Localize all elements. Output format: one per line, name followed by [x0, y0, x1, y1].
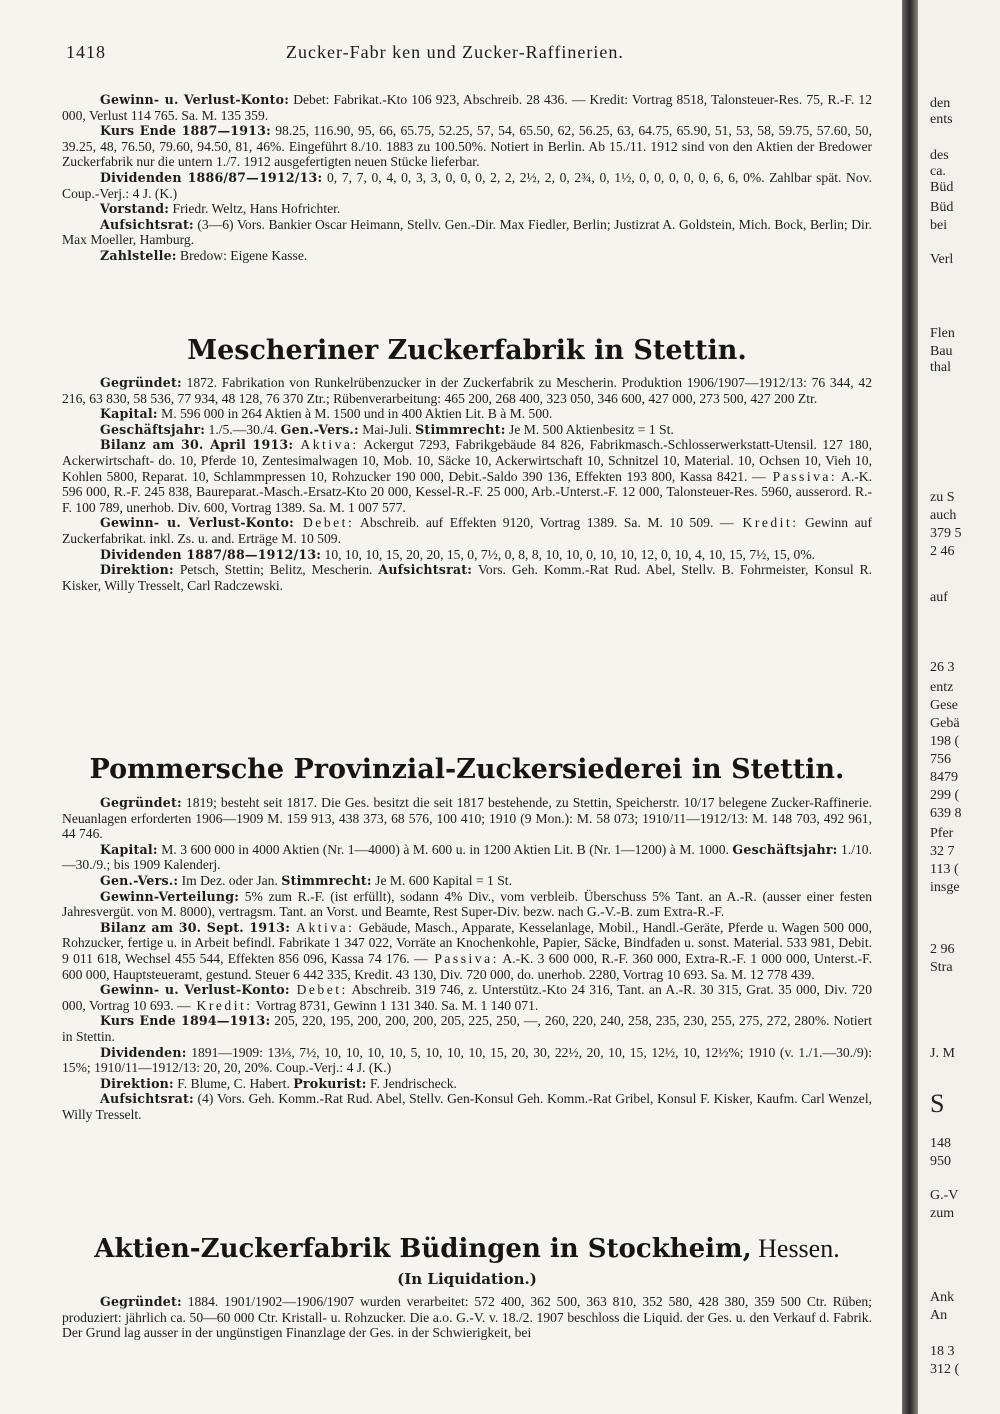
pommersche-entry — [62, 795, 872, 1122]
debet-label: Debet: — [293, 515, 355, 531]
text: 1./5.—30./4. — [205, 421, 281, 437]
text: 1872. Fabrikation von Runkelrübenzucker in der Zuckerfabrik zu Mescherin. Produktion 1906/1907—1912/13: 76 344, 42 216, 63 830, 58 536, 77 934, 48 128, 76 370 Ztr.; Rübenverarbeitung: 465 200, 268 400, 323 050, 346 600, 427 000, 273 500, 427 200 Ztr. — [62, 375, 872, 406]
label: Kurs Ende 1894—1913: — [100, 1013, 271, 1029]
debet-label: Debet: — [289, 982, 348, 998]
section-heading-pommersche: Pommersche Provinzial-Zuckersiederei in Stettin. — [89, 754, 845, 785]
edge-fragment: Gese — [930, 698, 958, 713]
label: Gen.-Vers.: — [100, 872, 179, 888]
text: (3—6) Vors. Bankier Oscar Heimann, Stellv. Gen.-Dir. Max Fiedler, Berlin; Justizrat A. Goldstein, Mich. Bock, Berlin; Dir. Max Moeller, Hamburg. — [62, 216, 872, 248]
div-paragraph — [62, 1045, 872, 1076]
edge-fragment: auch — [930, 508, 957, 523]
label: Gewinn- u. Verlust-Konto: — [100, 515, 294, 531]
aktiva-label: Aktiva: — [293, 437, 359, 453]
edge-fragment: 639 8 — [930, 806, 962, 821]
gegr-paragraph — [62, 795, 872, 842]
edge-fragment: Büd — [930, 180, 954, 195]
gj-paragraph — [62, 422, 872, 438]
gegr-paragraph — [62, 375, 872, 406]
edge-fragment: 26 3 — [930, 660, 955, 675]
edge-fragment: 18 3 — [930, 1344, 955, 1359]
edge-fragment: Verl — [930, 252, 954, 267]
edge-fragment: Stra — [930, 960, 953, 975]
intro-ar-paragraph — [62, 217, 872, 248]
page-header — [66, 42, 866, 66]
label: Stimmrecht: — [281, 872, 372, 888]
text: 1./10.—30./9.; bis 1909 Kalenderj. — [62, 841, 872, 873]
intro-vorstand-paragraph — [62, 201, 872, 217]
text: Ackergut 7293, Fabrikgebäude 84 826, Fabrikmasch.-Schlosserwerkstatt-Utensil. 127 180, Ackerwirtschaft- do. 10, Pferde 10, Zentesimalwagen 10, Mob. 10, Säcke 10, Ackerwirtschaft 10, Schnitzel 10, Material. 10, Ochsen 10, Vieh 10, Kohlen 5800, Reparat. 10, Schlammpressen 10, Rohzucker 190 000, Debit.-Saldo 390 136, Effekten 193 800, Kassa 8421. — — [62, 437, 872, 484]
label: Gen.-Vers.: — [280, 421, 359, 437]
text: Vors. Geh. Komm.-Rat Rud. Abel, Stellv. B. Fohrmeister, Konsul R. Kisker, Willy Tresselt, Carl Radczewski. — [62, 562, 872, 593]
label: Direktion: — [100, 562, 174, 578]
label: Kurs Ende 1887—1913: — [100, 123, 271, 139]
ar-paragraph — [62, 1091, 872, 1122]
section-heading-mescheriner: Mescheriner Zuckerfabrik in Stettin. — [187, 335, 747, 366]
edge-fragment: 379 5 — [930, 526, 962, 541]
label: Dividenden 1887/88—1912/13: — [100, 546, 322, 562]
text: Debet: Fabrikat.-Kto 106 923, Abschreib. 28 436. — Kredit: Vortrag 8518, Talonsteuer-Res. 75, R.-F. 12 000, Verlust 114 765. Sa. M. 135 359. — [62, 92, 872, 123]
passiva-label: Passiva: — [765, 468, 838, 484]
text: F. Blume, C. Habert. — [173, 1075, 294, 1091]
label: Kapital: — [100, 406, 158, 422]
label: Stimmrecht: — [415, 421, 506, 437]
edge-fragment: 312 ( — [930, 1362, 960, 1377]
edge-fragment: entz — [930, 680, 954, 695]
gv-paragraph — [62, 873, 872, 889]
edge-fragment: zu S — [930, 490, 955, 505]
text: (4) Vors. Geh. Komm.-Rat Rud. Abel, Stellv. Gen-Konsul Geh. Komm.-Rat Gribel, Konsul F. Kisker, Kaufm. Carl Wenzel, Willy Tresselt. — [62, 1091, 872, 1122]
text: Gebäude, Masch., Apparate, Kesselanlage, Mobil., Handl.-Geräte, Pferde u. Wagen 500 000, Rohzucker, fertige u. in Arbeit befindl. Fabrikate 1 347 022, Vorräte an Knochenkohle, Papier, Säcke, Bindfaden u. sonst. Material. 533 981, Debit. 9 011 618, Wechsel 455 544, Effekten 856 096, Kassa 74 176. — — [62, 919, 872, 966]
kredit-label: Kredit: — [733, 515, 799, 531]
label: Direktion: — [100, 1075, 174, 1091]
text: Friedr. Weltz, Hans Hofrichter. — [169, 201, 341, 217]
facing-page-edge — [918, 0, 1000, 1414]
edge-fragment: thal — [930, 360, 951, 375]
text: 1884. 1901/1902—1906/1907 wurden verarbeitet: 572 400, 362 500, 363 810, 352 580, 428 380, 359 500 Ctr. Rüben; produziert: jährlich ca. 50—60 000 Ctr. Kristall- u. Rohzucker. Die a.o. G.-V. v. 18./2. 1907 beschloss die Liquid. der Ges. u. den Verkauf d. Fabrik. Der Grund lag ausser in der ungünstigen Finanzlage der Ges. in der Schwierigkeit, bei — [62, 1294, 872, 1341]
kurs-paragraph — [62, 1013, 872, 1044]
text: Abschreib. auf Effekten 9120, Vortrag 1389. Sa. M. 10 509. — — [354, 515, 734, 531]
edge-fragment: 2 46 — [930, 544, 955, 559]
label: Geschäftsjahr: — [732, 841, 838, 857]
label: Gewinn- u. Verlust-Konto: — [100, 92, 290, 107]
intro-zahl-paragraph — [62, 248, 872, 264]
kredit-label: Kredit: — [190, 997, 253, 1013]
edge-fragment: Pfer — [930, 826, 954, 841]
text: 10, 10, 10, 15, 20, 20, 15, 0, 7½, 0, 8, 8, 10, 10, 0, 10, 10, 12, 0, 10, 4, 10, 15, 7½, 15, 0%. — [321, 546, 816, 562]
label: Gegründet: — [100, 1294, 182, 1309]
bilanz-paragraph — [62, 437, 872, 515]
edge-fragment: J. M — [930, 1046, 955, 1061]
edge-fragment: 32 7 — [930, 844, 955, 859]
edge-fragment: den — [930, 96, 951, 111]
gegr-paragraph — [62, 1294, 872, 1341]
label: Aufsichtsrat: — [100, 216, 194, 232]
edge-fragment: G.-V — [930, 1188, 959, 1203]
label: Geschäftsjahr: — [100, 421, 206, 437]
edge-fragment: 299 ( — [930, 788, 960, 803]
text: 5% zum R.-F. (ist erfüllt), sodann 4% Div., vom verbleib. Überschuss 5% Tant. an A.-R. (ausser einer festen Jahresvergüt. von M. 8000), vertragsm. Tant. an Vorst. und Beamte, Rest Super-Div. bezw. nach G.-V.-B. zum Extra-R.-F. — [62, 888, 872, 920]
text: Vortrag 8731, Gewinn 1 131 340. Sa. M. 1 140 071. — [252, 997, 539, 1013]
label: Gegründet: — [100, 375, 182, 390]
text: Abschreib. 319 746, z. Unterstütz.-Kto 24 316, Tant. an A.-R. 30 315, Grat. 35 000, Div. 720 000, Vortrag 10 693. — — [62, 982, 873, 1013]
label: Vorstand: — [100, 201, 170, 217]
text: 1819; besteht seit 1817. Die Ges. besitzt die seit 1817 bestehende, zu Stettin, Speicherstr. 10/17 belegene Zucker-Raffinerie. Neuanlagen erforderten 1906—1909 M. 159 913, 438 373, 68 576, 100 410; 1910 (9 Mon.): M. 58 073; 1910/11—1912/13: M. 148 703, 492 961, 44 746. — [62, 795, 872, 842]
edge-fragment: 756 — [930, 752, 951, 767]
aktiva-label: Aktiva: — [290, 919, 355, 935]
text: A.-K. 596 000, R.-F. 245 838, Baureparat.-Masch.-Ersatz-Kto 20 000, Kessel-R.-F. 25 000, Arb.-Unterst.-F. 12 000, Talonsteuer-Res. 5960, ausserord. R.-F. 100 789, unerhob. Div. 600, Vortrag 1389. Sa. M. 1 007 577. — [62, 468, 872, 515]
running-title: Zucker-Fabr ken und Zucker-Raffinerien. — [286, 42, 624, 62]
edge-fragment: S — [930, 1089, 945, 1118]
dir-paragraph — [62, 1076, 872, 1092]
text: 98.25, 116.90, 95, 66, 65.75, 52.25, 57, 54, 65.50, 62, 56.25, 63, 64.75, 65.90, 51, 53, 58, 59.75, 57.60, 50, 39.25, 48, 76.50, 79.60, 94.50, 81, 46%. Eingeführt 8./10. 1883 zu 100.50%. Notiert in Berlin. Ab 15./11. 1912 sind von den Aktien der Bredower Zuckerfabrik nur die untern 1./7. 1912 ausgefertigten neuen Stücke lieferbar. — [62, 123, 872, 170]
bilanz-paragraph — [62, 920, 872, 982]
edge-fragment: zum — [930, 1206, 955, 1221]
passiva-label: Passiva: — [427, 950, 499, 966]
label: Bilanz am 30. Sept. 1913: — [100, 919, 291, 935]
buedingen-entry — [62, 1294, 872, 1341]
edge-fragment: 2 96 — [930, 942, 955, 957]
edge-fragment: 950 — [930, 1154, 951, 1169]
edge-fragment: An — [930, 1308, 948, 1323]
label: Gewinn-Verteilung: — [100, 888, 240, 904]
text: 1891—1909: 13⅓, 7½, 10, 10, 10, 10, 5, 10, 10, 10, 15, 20, 30, 22½, 20, 10, 15, 12½, 10, 12½%; 1910 (v. 1./1.—30./9): 15%; 1910/11—1912/13: 20, 20, 20%. Coup.-Verj.: 4 J. (K.) — [62, 1044, 872, 1076]
text: 205, 220, 195, 200, 200, 200, 205, 225, 250, —, 260, 220, 240, 258, 235, 230, 255, 275, 272, 280%. Notiert in Stettin. — [62, 1013, 872, 1044]
heading-main: Aktien-Zuckerfabrik Büdingen in Stockheim, — [94, 1234, 752, 1264]
edge-fragment: Flen — [930, 326, 955, 341]
text: M. 596 000 in 264 Aktien à M. 1500 und in 400 Aktien Lit. B à M. 500. — [157, 406, 553, 422]
edge-fragment: Ank — [930, 1290, 955, 1305]
text: Im Dez. oder Jan. — [178, 872, 282, 888]
edge-fragment: 8479 — [930, 770, 958, 785]
intro-entry — [62, 92, 872, 264]
kapital-paragraph — [62, 842, 872, 873]
edge-fragment: 148 — [930, 1136, 951, 1151]
section-heading-buedingen — [62, 1234, 872, 1264]
dir-paragraph — [62, 562, 872, 593]
intro-kurs-paragraph — [62, 123, 872, 170]
gvk-paragraph — [62, 982, 872, 1013]
text: 0, 7, 7, 0, 4, 0, 3, 3, 0, 0, 0, 2, 2, 2½, 2, 0, 2¾, 0, 1½, 0, 0, 0, 0, 0, 6, 6, 0%. Zahlbar spät. Nov. Coup.-Verj.: 4 J. (K.) — [62, 169, 872, 201]
label: Prokurist: — [293, 1075, 367, 1091]
edge-fragment: ents — [930, 112, 953, 127]
text: Petsch, Stettin; Belitz, Mescherin. — [173, 562, 373, 578]
heading-sub: Hessen. — [751, 1234, 840, 1263]
edge-fragment: auf — [930, 590, 948, 605]
page-number: 1418 — [66, 42, 106, 62]
label: Zahlstelle: — [100, 247, 177, 263]
text: Gewinn auf Zuckerfabrikat. inkl. Zs. u. and. Erträge M. 10 509. — [62, 515, 872, 546]
edge-fragment: des — [930, 148, 949, 163]
intro-gv-paragraph — [62, 92, 872, 123]
text: A.-K. 3 600 000, R.-F. 360 000, Extra-R.-F. 1 000 000, Unterst.-F. 600 000, Hauptsteueramt, gestund. Steuer 6 442 335, Kredit. 43 130, Div. 720 000, do. unerhob. 2280, Vortrag 10 693. Sa. M. 12 778 439. — [62, 950, 872, 982]
label: Kapital: — [100, 841, 158, 857]
gewinnvert-paragraph — [62, 889, 872, 920]
liquidation-note: (In Liquidation.) — [397, 1270, 537, 1288]
text: Mai-Juli. — [358, 421, 416, 437]
div-paragraph — [62, 547, 872, 563]
label: Gegründet: — [100, 795, 182, 810]
edge-fragment: 198 ( — [930, 734, 960, 749]
edge-fragment: ca. — [930, 164, 946, 179]
label: Aufsichtsrat: — [378, 562, 473, 578]
edge-fragment: Bau — [930, 344, 953, 359]
text: Je M. 500 Aktienbesitz = 1 St. — [505, 421, 674, 437]
kapital-paragraph — [62, 406, 872, 422]
mescheriner-entry — [62, 375, 872, 593]
label: Aufsichtsrat: — [100, 1091, 194, 1107]
label: Dividenden: — [100, 1044, 187, 1060]
text: M. 3 600 000 in 4000 Aktien (Nr. 1—4000) à M. 600 u. in 1200 Aktien Lit. B (Nr. 1—1200) à M. 1000. — [157, 841, 729, 857]
edge-fragment: 113 ( — [930, 862, 959, 877]
edge-fragment: Gebä — [930, 716, 960, 731]
label: Dividenden 1886/87—1912/13: — [100, 169, 323, 185]
text: F. Jendrischeck. — [366, 1075, 457, 1091]
edge-fragment: Büd — [930, 200, 954, 215]
gvk-paragraph — [62, 515, 872, 546]
edge-fragment: insge — [930, 880, 960, 895]
intro-div-paragraph — [62, 170, 872, 201]
label: Gewinn- u. Verlust-Konto: — [100, 982, 290, 998]
label: Bilanz am 30. April 1913: — [100, 437, 294, 453]
text: Je M. 600 Kapital = 1 St. — [371, 872, 512, 888]
book-gutter — [902, 0, 918, 1414]
edge-fragment: bei — [930, 218, 948, 233]
text: Bredow: Eigene Kasse. — [176, 247, 308, 263]
